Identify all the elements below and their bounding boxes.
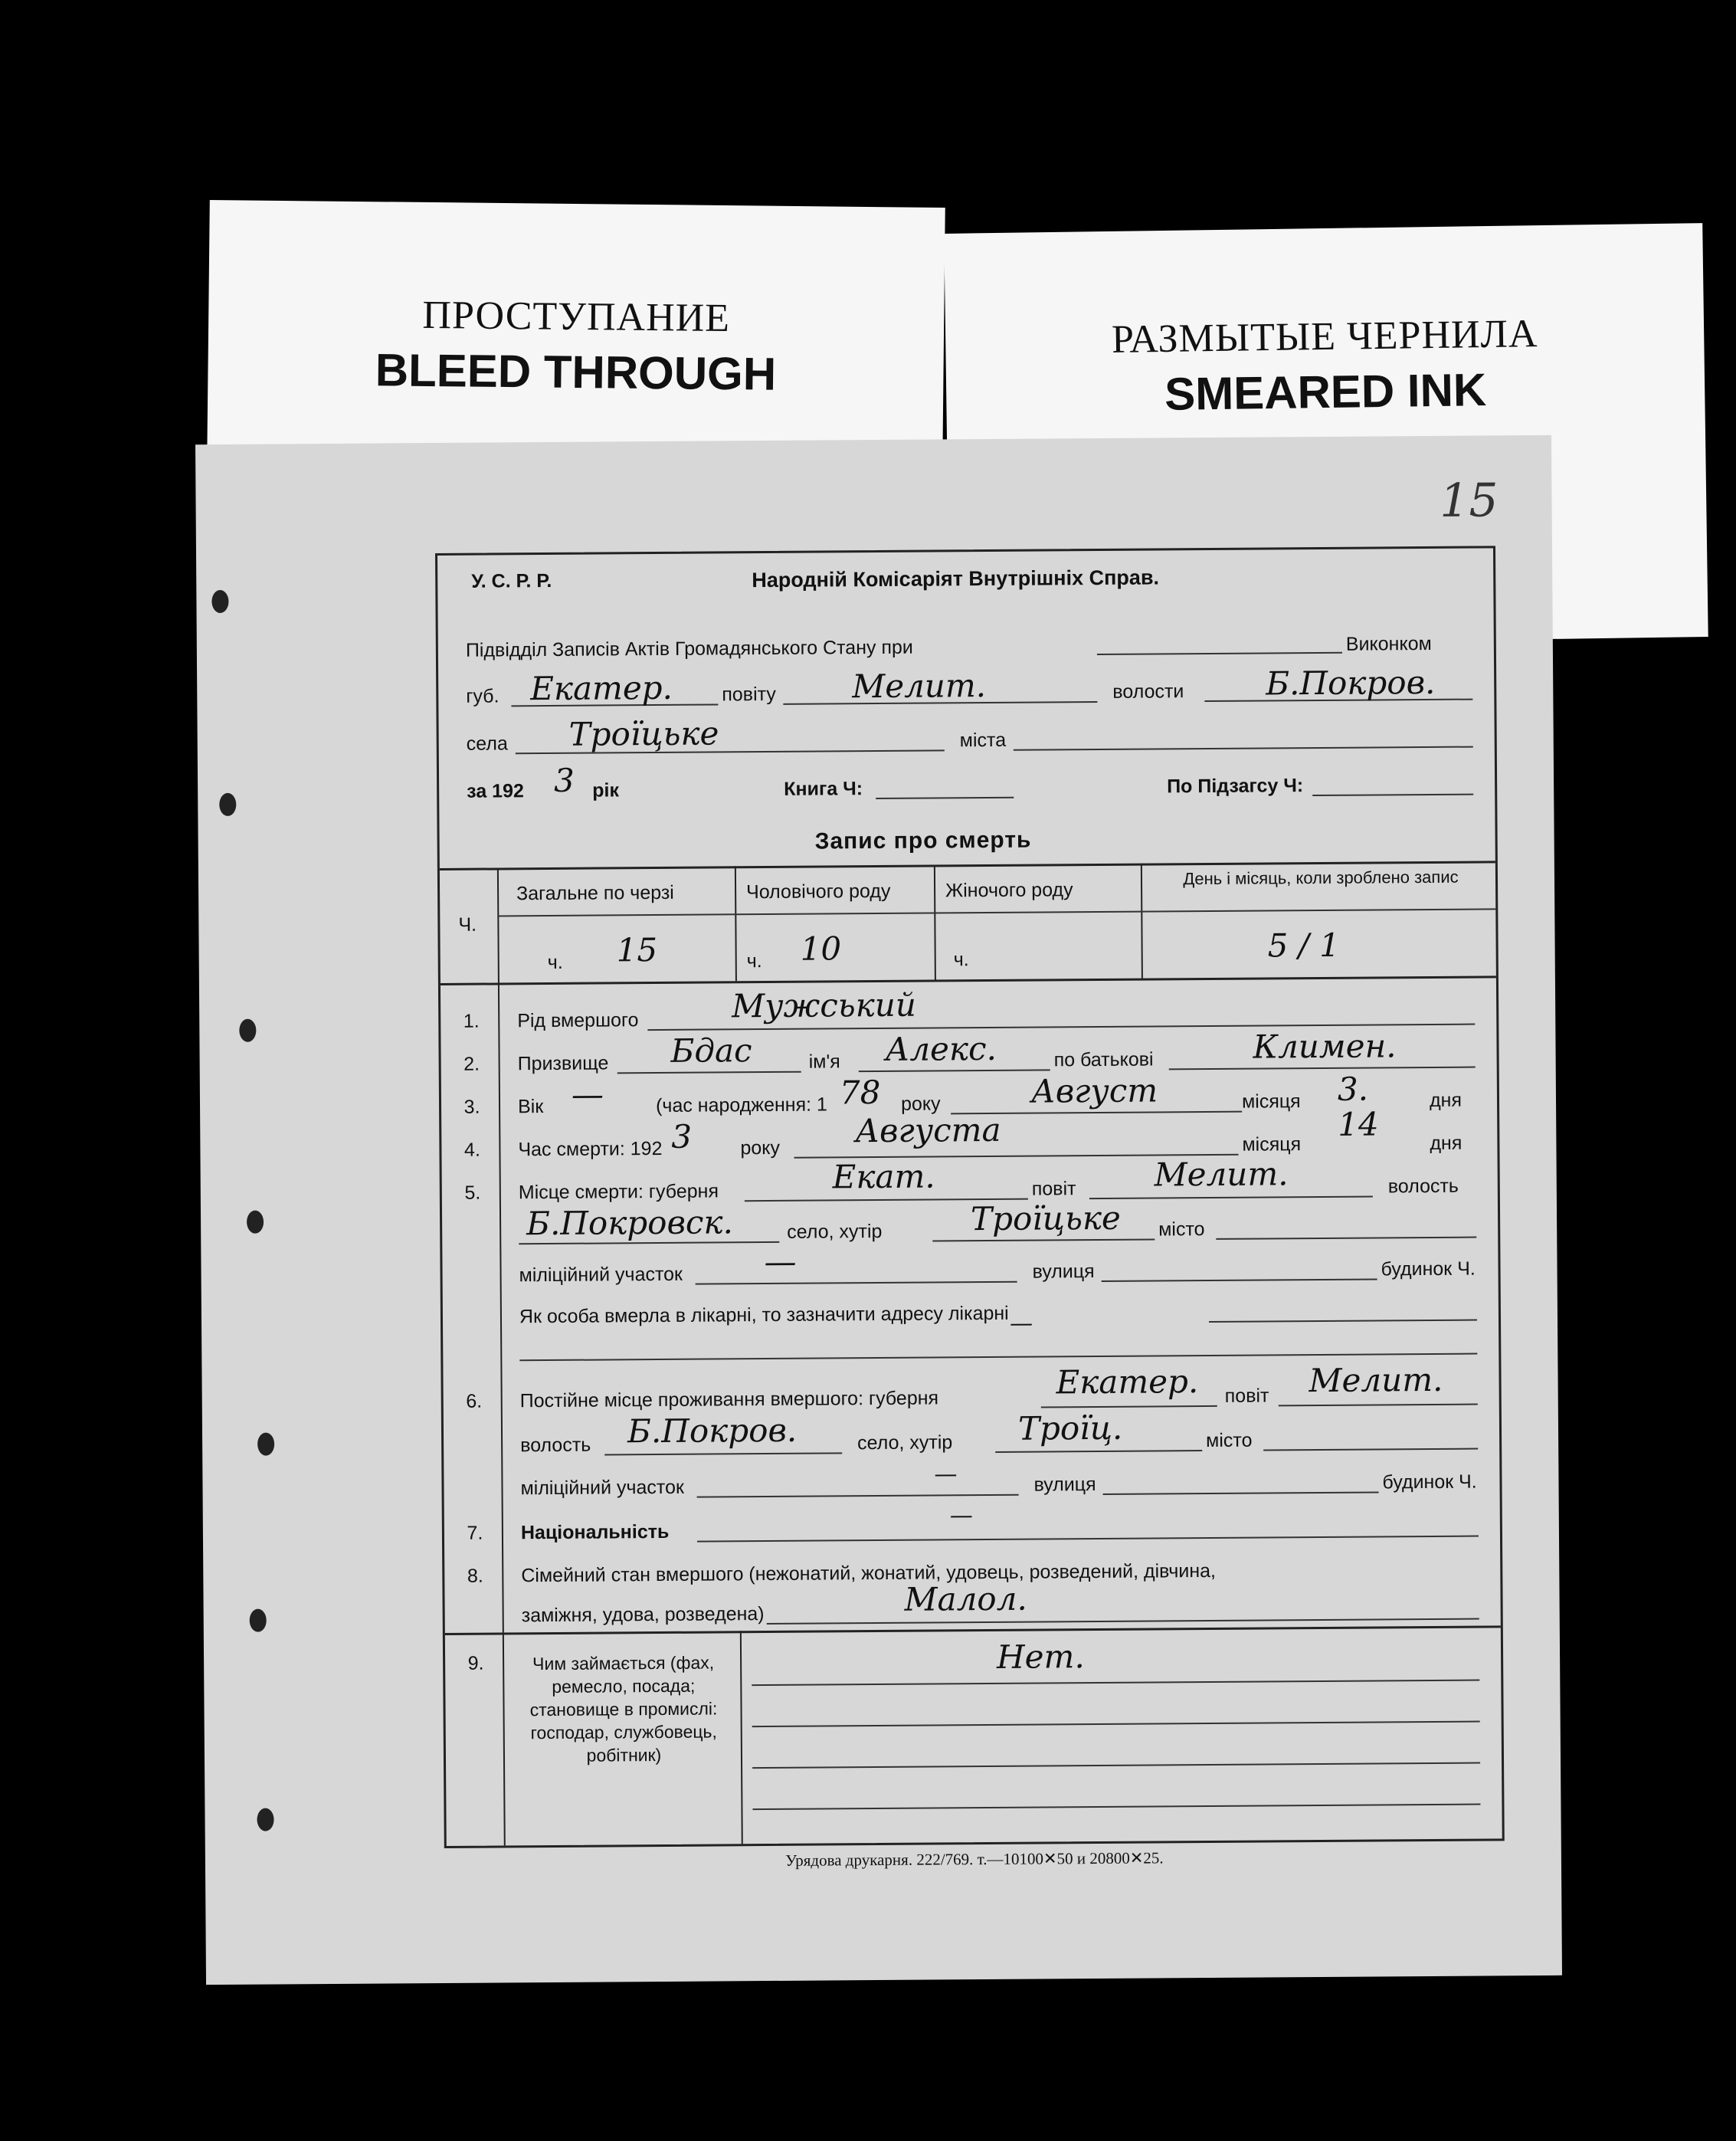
prizv-value: Бдас bbox=[670, 1031, 752, 1070]
rule bbox=[1209, 1320, 1477, 1323]
rule bbox=[1141, 864, 1143, 979]
birth-year-value: 78 bbox=[839, 1073, 881, 1112]
field-num-2: 2. bbox=[463, 1053, 480, 1075]
occ-label: Чим займається (фах, ремесло, посада; становище в промислі: господар, службовець, робітник) bbox=[529, 1652, 718, 1766]
rule bbox=[445, 1625, 1501, 1635]
place-misto-label: місто bbox=[1158, 1218, 1205, 1241]
birth-label: (час народження: 1 bbox=[655, 1093, 827, 1117]
place-povit-label: повіт bbox=[1031, 1178, 1076, 1200]
rule bbox=[1279, 1404, 1478, 1407]
col-general: Загальне по черзі bbox=[516, 881, 674, 905]
povit-value: Мелит. bbox=[852, 667, 987, 706]
roku-label: року bbox=[900, 1093, 941, 1115]
rule bbox=[441, 975, 1496, 985]
notice-smeared-ink-ru: РАЗМЫТЫЕ ЧЕРНИЛА bbox=[1111, 312, 1538, 362]
death-dnya-label: дня bbox=[1430, 1132, 1462, 1154]
volost-label: волости bbox=[1112, 680, 1184, 703]
occ-value: Нет. bbox=[996, 1638, 1085, 1676]
col-female: Жіночого роду bbox=[945, 879, 1073, 902]
mista-label: міста bbox=[959, 729, 1007, 752]
field-num-6: 6. bbox=[466, 1390, 483, 1412]
rule bbox=[498, 982, 504, 1632]
batk-label: по батькові bbox=[1053, 1048, 1154, 1071]
perm-volost-label: волость bbox=[520, 1434, 591, 1457]
rule bbox=[697, 1494, 1019, 1498]
milits-value: — bbox=[764, 1242, 797, 1281]
rule bbox=[696, 1281, 1017, 1285]
podzagsu-label: По Підзагсу Ч: bbox=[1167, 775, 1304, 798]
rule bbox=[1263, 1448, 1478, 1451]
male-value: 10 bbox=[800, 930, 842, 968]
subdept-label: Підвідділ Записів Актів Громадянського Стану при bbox=[465, 636, 913, 661]
hospital-label: Як особа вмерла в лікарні, то зазначити адресу лікарні bbox=[519, 1302, 1009, 1328]
field-num-9: 9. bbox=[467, 1652, 484, 1674]
place-povit-value: Мелит. bbox=[1154, 1155, 1289, 1194]
perm-selo-label: село, хутір bbox=[857, 1431, 953, 1454]
fam-label2: заміжня, удова, розведена) bbox=[521, 1603, 765, 1627]
field-num-3: 3. bbox=[463, 1096, 480, 1118]
rule bbox=[503, 1632, 506, 1845]
rid-label: Рід вмершого bbox=[517, 1009, 639, 1032]
header-ussr: У. С. Р. Р. bbox=[471, 569, 552, 592]
perm-selo-value: Троїц. bbox=[1017, 1408, 1123, 1448]
misyatsya-label: місяця bbox=[1241, 1090, 1301, 1113]
povit-label: повіту bbox=[722, 683, 776, 706]
batk-value: Климен. bbox=[1253, 1027, 1397, 1066]
record-title: Запис про смерть bbox=[814, 827, 1032, 854]
perm-povit-value: Мелит. bbox=[1309, 1360, 1443, 1400]
place-gub-value: Екат. bbox=[832, 1157, 935, 1196]
punch-hole bbox=[257, 1433, 274, 1456]
rule bbox=[735, 866, 737, 981]
perm-label: Постійне місце проживання вмершого: губерня bbox=[519, 1387, 939, 1412]
perm-misto-label: місто bbox=[1206, 1429, 1253, 1452]
podzagsu-line bbox=[1312, 794, 1473, 796]
book-line bbox=[876, 797, 1014, 799]
rule bbox=[604, 1452, 842, 1455]
field-num-5: 5. bbox=[464, 1182, 481, 1204]
birth-month-value: Август bbox=[1030, 1071, 1158, 1110]
rule bbox=[752, 1804, 1480, 1811]
death-year-value: 3 bbox=[671, 1117, 693, 1156]
general-ch: ч. bbox=[547, 951, 563, 974]
notice-bleed-through-ru: ПРОСТУПАНИЕ bbox=[422, 293, 731, 341]
rule bbox=[1169, 1067, 1476, 1070]
header-commissariat: Народній Комісаріят Внутрішніх Справ. bbox=[752, 566, 1160, 592]
place-volost-label: волость bbox=[1387, 1175, 1459, 1198]
death-roku-label: року bbox=[740, 1136, 781, 1159]
fam-value: Малол. bbox=[904, 1579, 1027, 1618]
book-label: Книга Ч: bbox=[784, 778, 863, 800]
rule bbox=[497, 908, 1495, 916]
punch-hole bbox=[239, 1019, 256, 1042]
vulytsia-label: вулиця bbox=[1032, 1261, 1095, 1283]
year-suffix: рік bbox=[592, 779, 620, 802]
rule bbox=[697, 1536, 1479, 1543]
rule bbox=[767, 1618, 1479, 1625]
rule bbox=[934, 864, 936, 979]
perm-povit-label: повіт bbox=[1224, 1385, 1269, 1407]
year-label: за 192 bbox=[467, 780, 524, 802]
birth-day-value: 3. bbox=[1337, 1070, 1369, 1108]
rule bbox=[1103, 1491, 1379, 1495]
col-ch: Ч. bbox=[458, 913, 477, 936]
sela-value: Троїцьке bbox=[568, 714, 719, 753]
milits-label: міліційний участок bbox=[519, 1263, 683, 1287]
rule bbox=[497, 867, 500, 982]
female-ch: ч. bbox=[953, 949, 969, 971]
fam-label: Сімейний стан вмершого (нежонатий, жонатий, удовець, розведений, дівчина, bbox=[521, 1559, 1217, 1587]
mista-line bbox=[1014, 746, 1473, 751]
place-selo-label: село, хутір bbox=[787, 1220, 883, 1243]
rule bbox=[859, 1069, 1050, 1072]
sheet-number: 15 bbox=[1439, 474, 1499, 528]
place-selo-value: Троїцьке bbox=[970, 1198, 1121, 1238]
vik-value: — bbox=[571, 1075, 604, 1113]
punch-hole bbox=[219, 793, 236, 816]
rule bbox=[617, 1071, 801, 1074]
notice-smeared-ink-en: SMEARED INK bbox=[1164, 364, 1487, 420]
punch-hole bbox=[250, 1609, 267, 1632]
vik-label: Вік bbox=[517, 1096, 544, 1118]
dnya-label: дня bbox=[1429, 1089, 1462, 1111]
printer-footer: Урядова друкарня. 222/769. т.—10100✕50 и 20800✕25. bbox=[785, 1848, 1164, 1870]
date-value: 5 / 1 bbox=[1267, 926, 1341, 965]
vykonkom-label: Виконком bbox=[1345, 632, 1432, 655]
male-ch: ч. bbox=[746, 950, 762, 972]
field-num-7: 7. bbox=[467, 1522, 483, 1544]
rule bbox=[740, 1631, 743, 1844]
notice-bleed-through-en: BLEED THROUGH bbox=[375, 344, 777, 400]
perm-milits-value: — bbox=[934, 1461, 958, 1488]
rule bbox=[932, 1238, 1155, 1241]
budynok-label: будинок Ч. bbox=[1381, 1257, 1476, 1280]
rule bbox=[1216, 1237, 1476, 1240]
notice-bleed-through bbox=[207, 200, 945, 468]
punch-hole bbox=[211, 590, 228, 613]
field-num-1: 1. bbox=[463, 1010, 480, 1032]
imya-value: Алекс. bbox=[885, 1029, 997, 1068]
perm-milits-label: міліційний участок bbox=[520, 1476, 684, 1500]
punch-hole bbox=[247, 1211, 264, 1234]
rule bbox=[1041, 1405, 1217, 1408]
death-record-sheet bbox=[195, 435, 1562, 1985]
rule bbox=[519, 1353, 1477, 1362]
sela-label: села bbox=[466, 733, 508, 755]
perm-budynok-label: будинок Ч. bbox=[1382, 1471, 1477, 1493]
general-value: 15 bbox=[616, 931, 658, 969]
place-label: Місце смерти: губерня bbox=[518, 1180, 719, 1204]
imya-label: ім'я bbox=[808, 1051, 840, 1073]
col-male: Чоловічого роду bbox=[746, 880, 891, 903]
rid-value: Мужський bbox=[731, 985, 916, 1025]
perm-volost-value: Б.Покров. bbox=[627, 1411, 798, 1451]
rule bbox=[1089, 1195, 1373, 1199]
field-num-8: 8. bbox=[467, 1565, 483, 1587]
rule bbox=[995, 1450, 1202, 1453]
rule bbox=[752, 1762, 1480, 1769]
death-record-form bbox=[435, 546, 1505, 1870]
perm-vulytsia-label: вулиця bbox=[1033, 1474, 1096, 1496]
punch-hole bbox=[257, 1808, 274, 1831]
death-misyatsya-label: місяця bbox=[1242, 1133, 1302, 1156]
volost-value: Б.Покров. bbox=[1266, 663, 1436, 703]
prizv-label: Призвище bbox=[517, 1052, 609, 1075]
perm-gub-value: Екатер. bbox=[1056, 1362, 1199, 1402]
death-day-value: 14 bbox=[1338, 1105, 1379, 1143]
col-date: День і місяць, коли зроблено запис bbox=[1183, 867, 1459, 889]
nats-value: — bbox=[949, 1502, 973, 1530]
vykonkom-line bbox=[1097, 652, 1342, 655]
death-month-value: Августа bbox=[855, 1110, 1001, 1150]
gub-value: Екатер. bbox=[530, 668, 673, 708]
year-value: 3 bbox=[553, 761, 575, 799]
rule bbox=[1102, 1278, 1377, 1282]
field-num-4: 4. bbox=[463, 1139, 480, 1161]
rule bbox=[752, 1680, 1479, 1687]
death-label: Час смерти: 192 bbox=[518, 1137, 663, 1161]
rule bbox=[752, 1721, 1480, 1728]
hospital-value: — bbox=[1009, 1310, 1033, 1337]
place-volost-value: Б.Покровск. bbox=[526, 1203, 734, 1243]
gub-label: губ. bbox=[466, 685, 500, 707]
nats-label: Національність bbox=[520, 1520, 670, 1544]
